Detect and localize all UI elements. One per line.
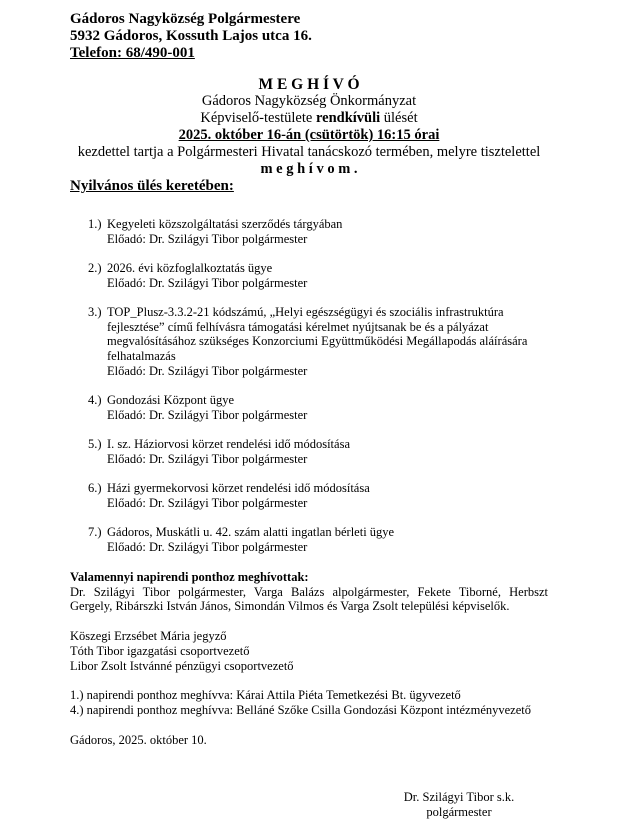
agenda-presenter: Előadó: Dr. Szilágyi Tibor polgármester xyxy=(107,539,308,554)
agenda-title: 2026. évi közfoglalkoztatás ügye xyxy=(107,261,273,275)
header xyxy=(70,11,312,62)
invitation-line-2 xyxy=(0,110,618,127)
agenda-item xyxy=(88,393,558,422)
text: ülését xyxy=(380,110,418,126)
agenda-item xyxy=(88,217,558,246)
invited-section xyxy=(70,570,548,747)
special-invite: 4.) napirendi ponthoz meghívva: Belláné Szőke Csilla Gondozási Központ intézményvezető xyxy=(70,702,531,717)
agenda-presenter: Előadó: Dr. Szilágyi Tibor polgármester xyxy=(107,275,308,290)
invited-text: Dr. Szilágyi Tibor polgármester, Varga Balázs alpolgármester, Fekete Tiborné, Herbszt Gergely, Ribárszki István János, Simondán Vilmos és Varga Zsolt települési képviselők. xyxy=(70,584,548,614)
place-date: Gádoros, 2025. október 10. xyxy=(70,732,207,747)
agenda-presenter: Előadó: Dr. Szilágyi Tibor polgármester xyxy=(107,231,308,246)
agenda-number: 7.) xyxy=(88,525,102,539)
issuer-address: 5932 Gádoros, Kossuth Lajos utca 16. xyxy=(70,28,312,44)
invitation-line-4: kezdettel tartja a Polgármesteri Hivatal tanácskozó termében, melyre tisztelettel xyxy=(77,144,541,160)
invitation-line-1: Gádoros Nagyközség Önkormányzat xyxy=(201,93,417,109)
invited-title: Valamennyi napirendi ponthoz meghívottak: xyxy=(70,570,309,584)
special-invite: 1.) napirendi ponthoz meghívva: Kárai Attila Piéta Temetkezési Bt. ügyvezető xyxy=(70,688,461,703)
agenda-number: 1.) xyxy=(88,217,102,231)
text: Képviselő-testülete xyxy=(200,110,316,126)
agenda-presenter: Előadó: Dr. Szilágyi Tibor polgármester xyxy=(107,451,308,466)
agenda-item xyxy=(88,261,558,290)
invitation-block xyxy=(0,76,618,178)
agenda-title: Gondozási Központ ügye xyxy=(107,393,235,407)
agenda-number: 5.) xyxy=(88,437,102,451)
issuer-phone: Telefon: 68/490-001 xyxy=(70,45,195,61)
invitation-title: M E G H Í V Ó xyxy=(258,76,360,93)
meeting-date: 2025. október 16-án (csütörtök) 16:15 órai xyxy=(178,127,440,143)
agenda-title: Házi gyermekorvosi körzet rendelési idő módosítása xyxy=(107,481,370,495)
agenda-title: Gádoros, Muskátli u. 42. szám alatti ingatlan bérleti ügye xyxy=(107,525,395,539)
agenda-title: Kegyeleti közszolgáltatási szerződés tárgyában xyxy=(107,217,343,231)
agenda-number: 3.) xyxy=(88,305,102,319)
agenda-number: 4.) xyxy=(88,393,102,407)
staff-item: Libor Zsolt Istvánné pénzügyi csoportvezető xyxy=(70,658,294,673)
agenda-number: 2.) xyxy=(88,261,102,275)
agenda-presenter: Előadó: Dr. Szilágyi Tibor polgármester xyxy=(107,495,308,510)
agenda-title: I. sz. Háziorvosi körzet rendelési idő módosítása xyxy=(107,437,350,451)
agenda-item xyxy=(88,437,558,466)
signature xyxy=(400,790,518,820)
agenda-presenter: Előadó: Dr. Szilágyi Tibor polgármester xyxy=(107,363,308,378)
issuer-name: Gádoros Nagyközség Polgármestere xyxy=(70,11,301,27)
emphasis: rendkívüli xyxy=(315,110,381,126)
staff-item: Tóth Tibor igazgatási csoportvezető xyxy=(70,643,250,658)
invitation-line-5: m e g h í v o m . xyxy=(260,161,358,177)
agenda-presenter: Előadó: Dr. Szilágyi Tibor polgármester xyxy=(107,407,308,422)
agenda-number: 6.) xyxy=(88,481,102,495)
staff-item: Köszegi Erzsébet Mária jegyző xyxy=(70,629,227,644)
agenda-item xyxy=(88,525,558,554)
signature-title: polgármester xyxy=(426,805,492,819)
agenda-title: TOP_Plusz-3.3.2-21 kódszámú, „Helyi egészségügyi és szociális infrastruktúra fejlesztése” című felhívásra támogatási kérelmet nyújtsanak be és a pályázat megvalósításához szükséges Konzorciumi Együttműködési Megállapodás aláírására felhatalmazás xyxy=(107,305,528,364)
signature-name: Dr. Szilágyi Tibor s.k. xyxy=(403,790,515,804)
section-title: Nyilvános ülés keretében: xyxy=(70,178,234,194)
agenda-item xyxy=(88,481,558,510)
agenda-item xyxy=(88,305,558,379)
